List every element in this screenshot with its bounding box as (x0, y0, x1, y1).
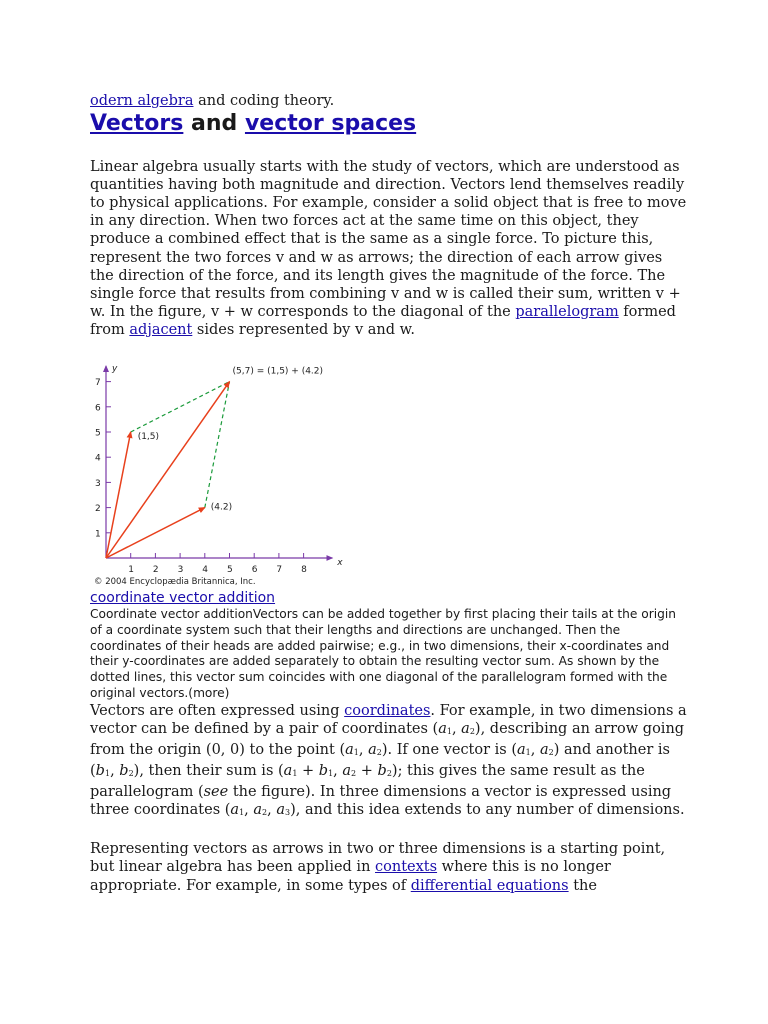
article (90, 92, 690, 913)
figure (90, 355, 350, 607)
vectors-link[interactable]: Vectors (90, 111, 184, 137)
y-tick-label: 4 (95, 453, 101, 464)
para2-text: ), then their sum is ( (133, 763, 284, 780)
point-label-sum: (5,7) = (1,5) + (4.2) (232, 366, 324, 377)
coordinate-vector-addition-link[interactable]: coordinate vector addition (90, 590, 276, 607)
y-axis-label: y (112, 364, 118, 375)
y-tick-label: 5 (95, 428, 101, 439)
vector-spaces-link[interactable]: vector spaces (244, 111, 417, 137)
para3-text: Representing vectors as arrows in two or three dimensions is a starting point, but linear algebra has been applied in (90, 841, 666, 876)
vector-arrow (106, 382, 233, 558)
x-tick-label: 2 (152, 565, 159, 576)
x-tick-label: 6 (251, 565, 258, 576)
coordinates-link[interactable]: coordinates (344, 702, 431, 719)
x-tick-label: 8 (301, 565, 307, 576)
x-tick-label: 4 (202, 565, 209, 576)
y-tick-label: 6 (95, 403, 101, 414)
y-tick-label: 7 (95, 378, 101, 389)
section-heading (90, 110, 690, 138)
para2-text: the figure). In three dimensions a vector is expressed using three coordinates ( (90, 784, 672, 819)
para2-text: ). If one vector is ( (381, 742, 518, 758)
para3-text: where this is no longer appropriate. For example, in some types of (90, 859, 611, 894)
y-tick-label: 2 (95, 504, 101, 515)
contexts-link[interactable]: contexts (375, 859, 438, 876)
see-word: see (203, 784, 229, 801)
x-tick-label: 5 (227, 565, 233, 576)
para2-text: . For example, in two dimensions a vector can be defined by a pair of coordinates ( (90, 702, 687, 737)
para1-text: Linear algebra usually starts with the study of vectors, which are understood as quantities having both magnitude and direction. Vectors lend themselves readily to physical applications. For example, consider a solid object that is free to move in any direction. When two forces act at the same time on this object, they produce a combined effect that is the same as a single force. To picture this, represent the two forces v and w as arrows; the direction of each arrow gives the direction of the force, and its length gives the magnitude of the force. The single force that results from combining v and w is called their sum, written v + w. In the figure, v + w corresponds to the diagonal of the (90, 159, 687, 320)
x-axis-label: x (337, 558, 343, 569)
x-tick-label: 3 (177, 565, 184, 576)
para1-text3: sides represented by v and w. (192, 321, 415, 338)
para2-text: ), describing an arrow going from the origin (0, 0) to the point ( (90, 720, 685, 758)
y-tick-label: 3 (95, 478, 101, 489)
parallelogram-link[interactable]: parallelogram (515, 303, 619, 320)
para2-text: ), and this idea extends to any number of dimensions. (290, 802, 685, 819)
para1-text2: formed from (90, 303, 676, 338)
intro-line (90, 92, 690, 110)
differential-equations-link[interactable]: differential equations (410, 877, 569, 894)
heading-and: and (183, 111, 245, 137)
parallelogram-side (131, 382, 230, 432)
paragraph-3 (90, 840, 690, 894)
paragraph-2: Vectors are often expressed using coordinates. For example, in two dimensions a vector can be defined by a pair of coordinates ($a_1$, $a_2$), describing an arrow going from the origin (0, 0) to the point ($a_1$, $a_2$). If one vector is ($a_1$, $a_2$) and another is ($b_1$, $b_2$), then their sum is ($a_1 + b_1$, $a_2 + b_2$); this gives the same result as the parallelogram (see the figure). In three dimensions a vector is expressed using three coordinates ($a_1$, $a_2$, $a_3$), and this idea extends to any number of dimensions. (90, 702, 687, 819)
vector-arrow (106, 508, 205, 558)
para2-text: ) and another is ( (90, 742, 670, 780)
vector-addition-chart[interactable] (90, 355, 350, 587)
figure-caption: Coordinate vector additionVectors can be added together by first placing their tails at the origin of a coordinate system such that their lengths and directions are unchanged. Then the coordinates of their heads are added pairwise; e.g., in two dimensions, their x-coordinates and their y-coordinates are added separately to obtain the resulting vector sum. As shown by the dotted lines, this vector sum coincides with one diagonal of the parallelogram formed with the original vectors.(more) (90, 607, 676, 701)
adjacent-link[interactable]: adjacent (129, 321, 193, 338)
para3-text: the (568, 877, 597, 894)
figure-copyright: © 2004 Encyclopædia Britannica, Inc. (94, 577, 256, 588)
point-label-1-5: (1,5) (137, 432, 160, 443)
paragraph-1 (90, 158, 690, 339)
intro-text: and coding theory. (193, 93, 335, 109)
x-tick-label: 7 (276, 565, 283, 576)
y-tick-label: 1 (95, 529, 101, 540)
para2-text: ); this gives the same result as the parallelogram ( (90, 763, 645, 801)
modern-algebra-link[interactable]: odern algebra (90, 93, 194, 109)
point-label-4-2: (4.2) (210, 502, 233, 513)
x-tick-label: 1 (128, 565, 134, 576)
para2-text: Vectors are often expressed using (90, 702, 345, 719)
